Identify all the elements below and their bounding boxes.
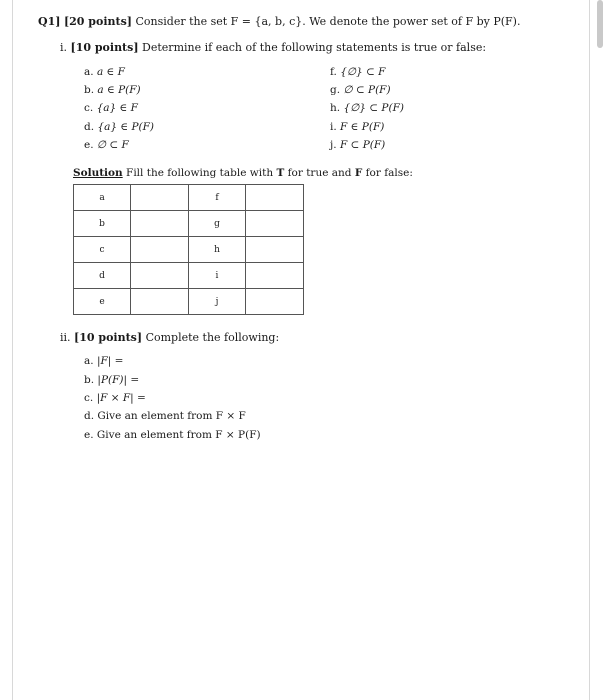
table-label-cell: c (74, 237, 131, 263)
table-label-cell: i (189, 263, 246, 289)
table-answer-cell[interactable] (246, 185, 304, 211)
table-label-cell: d (74, 263, 131, 289)
part-ii-label: ii. (60, 331, 71, 344)
true-false-table (73, 184, 304, 315)
part-i-points: [10 points] (70, 41, 139, 54)
part-ii-item-e: e. Give an element from F × P(F) (84, 429, 261, 441)
part-i-label: i. (60, 41, 68, 54)
part-ii-item-a: a. |F| = (84, 355, 124, 367)
solution-heading: Solution (73, 167, 123, 179)
table-label-cell: a (74, 185, 131, 211)
question-text: Consider the set F = {a, b, c}. We denote the power set of F by P(F). (135, 15, 521, 28)
part-ii-item-c: c. |F × F| = (84, 392, 146, 404)
table-label-cell: b (74, 211, 131, 237)
table-answer-cell[interactable] (131, 263, 189, 289)
question-header (38, 15, 520, 28)
table-label-cell: f (189, 185, 246, 211)
table-answer-cell[interactable] (246, 289, 304, 315)
part-ii-header (60, 331, 279, 344)
statement-e: e. ∅ ⊂ F (84, 139, 129, 151)
table-label-cell: e (74, 289, 131, 315)
part-ii-text: Complete the following: (145, 331, 280, 344)
table-answer-cell[interactable] (131, 185, 189, 211)
table-label-cell: h (189, 237, 246, 263)
solution-instruction: Solution Fill the following table with T for true and F for false: (73, 167, 413, 179)
table-row (74, 289, 304, 315)
statement-f: f. {∅} ⊂ F (330, 66, 386, 78)
table-row (74, 263, 304, 289)
table-answer-cell[interactable] (246, 237, 304, 263)
table-answer-cell[interactable] (246, 263, 304, 289)
table-row (74, 185, 304, 211)
statement-i: i. F ∈ P(F) (330, 121, 385, 133)
table-answer-cell[interactable] (131, 211, 189, 237)
part-ii-item-d: d. Give an element from F × F (84, 410, 246, 422)
statement-d: d. {a} ∈ P(F) (84, 121, 155, 133)
statement-c: c. {a} ∈ F (84, 102, 138, 114)
statement-b: b. a ∈ P(F) (84, 84, 141, 96)
table-label-cell: g (189, 211, 246, 237)
table-row (74, 211, 304, 237)
table-answer-cell[interactable] (131, 237, 189, 263)
part-i-text: Determine if each of the following statements is true or false: (142, 41, 487, 54)
question-label: Q1] (38, 15, 61, 28)
part-ii-item-b: b. |P(F)| = (84, 374, 140, 386)
scrollbar[interactable] (597, 0, 603, 48)
part-i-header (60, 41, 486, 54)
statement-j: j. F ⊂ P(F) (330, 139, 386, 151)
statement-a: a. a ∈ F (84, 66, 125, 78)
statement-g: g. ∅ ⊂ P(F) (330, 84, 391, 96)
table-answer-cell[interactable] (131, 289, 189, 315)
question-points: [20 points] (63, 15, 132, 28)
table-answer-cell[interactable] (246, 211, 304, 237)
table-label-cell: j (189, 289, 246, 315)
table-row (74, 237, 304, 263)
statement-h: h. {∅} ⊂ P(F) (330, 102, 404, 114)
part-ii-points: [10 points] (74, 331, 143, 344)
